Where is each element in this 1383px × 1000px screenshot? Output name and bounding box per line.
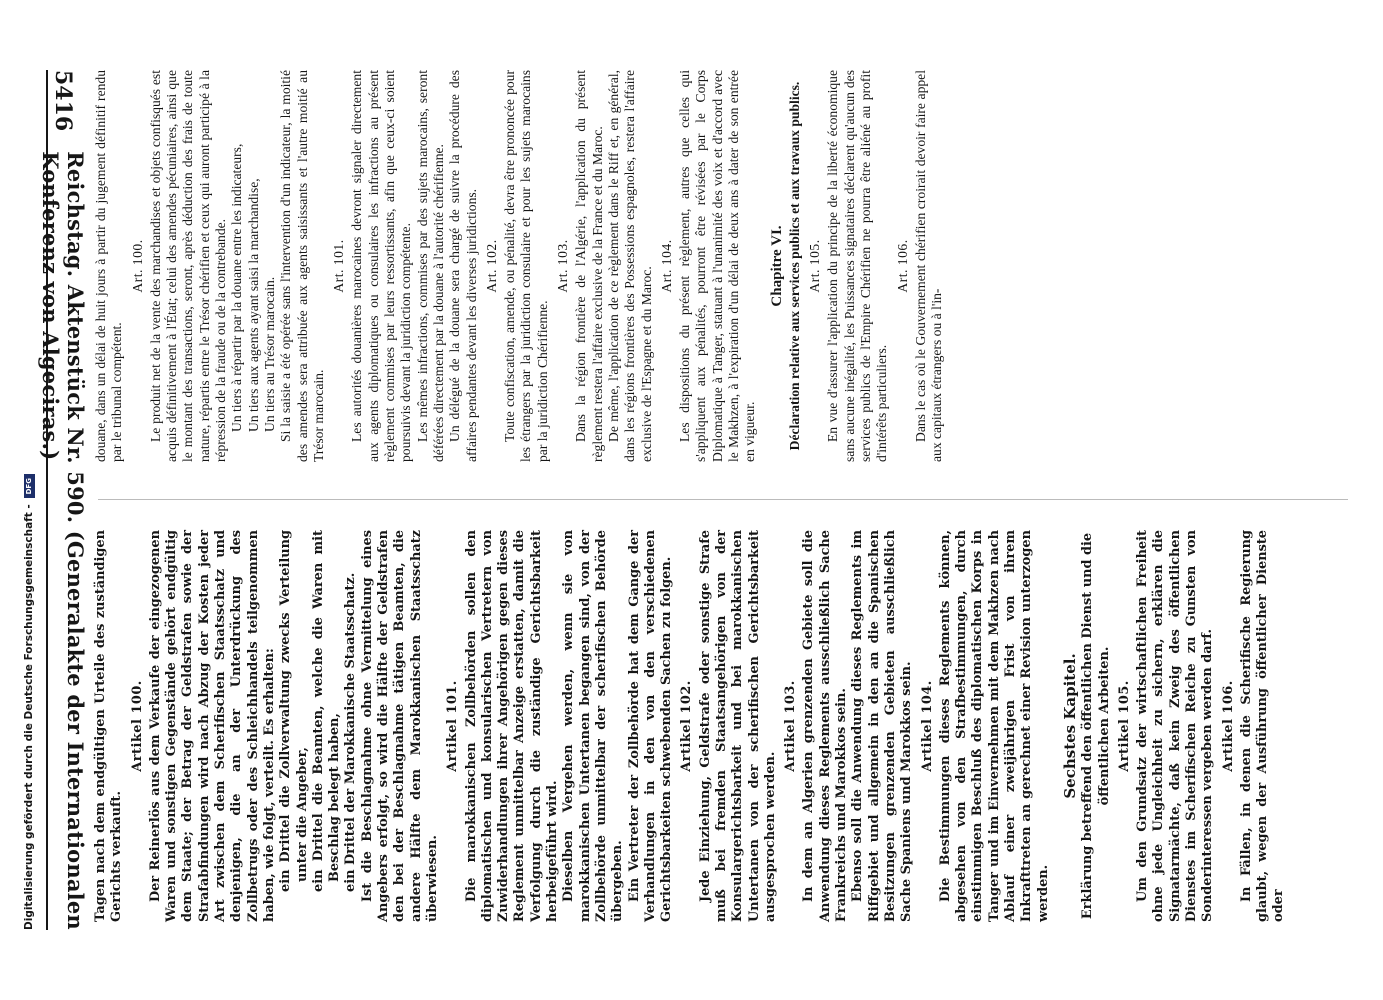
list-item: ein Drittel die Beamten, welche die Waren mit Beschlag belegt haben, — [310, 530, 343, 892]
french-column — [93, 70, 1363, 462]
article-heading: Artikel 104. — [919, 680, 935, 772]
footer-text: Digitalisierung gefördert durch die Deutsche Forschungsgemeinschaft - — [23, 504, 35, 930]
german-column — [93, 530, 1363, 922]
paragraph: Les dispositions du présent règlement, autres que celles qui s'appliquent aux pénalités, pourront être révisées par le Corps Diplomatique à Tanger, statuant à l'unanimité des voix et d'accord avec le Makhzen, à l'expiration d'un délai de deux ans à dater de son entrée en vigueur. — [677, 70, 758, 462]
paragraph: Les autorités douanières marocaines devront signaler directement aux agents diplomatiques ou consulaires les infractions au présent règlement commises par leurs ressortissants, afin que ceux-ci soient poursuivis devant la juridiction compétente. — [349, 70, 414, 462]
paragraph: In dem an Algerien grenzenden Gebiete soll die Anwendung dieses Reglements ausschließlich Sache Frankreichs und Marokkos sein. — [801, 530, 850, 922]
paragraph: Jede Einziehung, Geldstrafe oder sonstige Strafe muß bei fremden Staatsangehörigen von der Konsulargerichtsbarkeit und bei marokkanischen Untertanen von der scherifischen Gerichtsbarkeit ausgesprochen werden. — [697, 530, 778, 922]
list-item: Un tiers à répartir par la douane entre les indicateurs, — [229, 143, 245, 432]
page-number: 5416 — [50, 70, 76, 132]
article-heading: Artikel 100. — [129, 680, 145, 772]
paragraph: Ebenso soll die Anwendung dieses Reglements im Riffgebiet und allgemein in den an die Spanischen Besitzungen grenzenden Gebieten ausschließlich Sache Spaniens und Marokkos sein. — [850, 530, 915, 922]
paragraph: Dieselben Vergehen werden, wenn sie von marokkanischen Untertanen begangen sind, von der Zollbehörde unmittelbar der scherifischen Behörde übergeben. — [561, 530, 626, 922]
paragraph: En vue d'assurer l'application du principe de la liberté économique sans aucune inégalité, les Puissances signataires déclarent qu'aucun des services publics de l'Empire Chérifien ne pourra être aliéné au profit d'intérêts particuliers. — [825, 70, 890, 462]
list-item: Un tiers au Trésor marocain. — [261, 276, 277, 432]
column-divider — [98, 499, 1348, 500]
paragraph: Si la saisie a été opérée sans l'intervention d'un indicateur, la moitié des amendes sera attribuée aux agents saisissants et l'autre moitié au Trésor marocain. — [278, 70, 326, 462]
paragraph: Der Reinerlös aus dem Verkaufe der eingezogenen Waren und sonstigen Gegenstände gehört endgültig dem Staate; der Betrag der Geldstrafen sowie der Strafabfindungen wird nach Abzug der Kosten jeder Art zwischen dem Scherifischen Staatsschatz und denjenigen, die an der Unterdrückung des Zollbetrugs oder des Schleichhandels teilgenommen haben, wie folgt, verteilt. Es erhalten: — [147, 530, 277, 922]
running-title: Reichstag. Aktenstück Nr. 590. (Generalakte der Internationalen Konferenz von Algeciras.) — [38, 151, 88, 930]
article-heading: Art. 100. — [129, 239, 145, 293]
paragraph: Die marokkanischen Zollbehörden sollen den diplomatischen und konsularischen Vertretern von Zuwiderhandlungen ihrer Angehörigen gegen dieses Reglement unmittelbar Anzeige erstatten, damit die Verfolgung durch die zuständige Gerichtsbarkeit herbeigeführt wird. — [463, 530, 561, 922]
dfg-logo: DFG — [24, 474, 35, 498]
paragraph: Tagen nach dem endgültigen Urteile des zuständigen Gerichts verkauft. — [93, 530, 125, 922]
paragraph: Um den Grundsatz der wirtschaftlichen Freiheit ohne jede Ungleichheit zu sichern, erklären die Signatarmächte, daß kein Zweig des öffentlichen Dienstes im Scherifischen Reiche zu Gunsten von Sonderinteressen vergeben werden darf. — [1135, 530, 1216, 922]
article-heading: Artikel 102. — [679, 680, 695, 772]
article-heading: Art. 103. — [555, 239, 571, 293]
paragraph: Toute confiscation, amende, ou pénalité, devra être prononcée pour les étrangers par la juridiction consulaire et pour les sujets marocains par la juridiction Chérifienne. — [502, 70, 550, 462]
paragraph: Un délégué de la douane sera chargé de suivre la procédure des affaires pendantes devant les diverses juridictions. — [447, 70, 479, 462]
chapter-heading: Sechstes Kapitel. — [1060, 653, 1079, 799]
article-heading: Art. 106. — [894, 239, 910, 293]
paragraph: Dans la région frontière de l'Algérie, l'application du présent règlement restera l'affaire exclusive de la France et du Maroc. — [573, 70, 605, 462]
page-header — [38, 70, 88, 930]
paragraph: Dans le cas où le Gouvernement chérifien croirait devoir faire appel aux capitaux étrangers ou à l'in- — [912, 70, 945, 462]
paragraph: Die Bestimmungen dieses Reglements können, abgesehen von den Strafbestimmungen, durch einstimmigen Beschluß des diplomatischen Korps in Tanger und im Einvernehmen mit dem Makhzen nach Ablauf einer zweijährigen Frist von ihrem Inkrafttreten an gerechnet einer Revision unterzogen werden. — [937, 530, 1051, 922]
paragraph: douane, dans un délai de huit jours à partir du jugement définitif rendu par le tribunal compétent. — [93, 70, 125, 462]
paragraph: In Fällen, in denen die Scherifische Regierung glaubt, wegen der Ausführung öffentlicher Dienste oder — [1238, 530, 1287, 922]
paragraph: Ist die Beschlagnahme ohne Vermittelung eines Angebers erfolgt, so wird die Hälfte der Geldstrafen den bei der Beschlagnahme tätigen Beamten, die andere Hälfte dem Marokkanischen Staatsschatz überwiesen. — [359, 530, 440, 922]
digitization-footer — [20, 70, 38, 930]
article-heading: Art. 101. — [331, 239, 347, 293]
list-item: ein Drittel die Zollverwaltung zwecks Verteilung unter die Angeber, — [278, 530, 310, 892]
paragraph: Les mêmes infractions, commises par des sujets marocains, seront déférées directement par la douane à l'autorité chérifienne. — [414, 70, 446, 462]
paragraph: Ein Vertreter der Zollbehörde hat dem Gange der Verhandlungen in den von den verschiedenen Gerichtsbarkeiten schwebenden Sachen zu folgen. — [626, 530, 675, 922]
article-heading: Art. 102. — [483, 239, 499, 293]
chapter-title: Déclaration relative aux services publics et aux travaux publics. — [786, 81, 802, 451]
article-heading: Artikel 101. — [445, 680, 461, 772]
article-heading: Art. 104. — [658, 239, 674, 293]
paragraph: De même, l'application de ce règlement dans le Riff et, en général, dans les régions frontières des Possessions espagnoles, restera l'affaire exclusive de l'Espagne et du Maroc. — [605, 70, 654, 462]
chapter-heading: Chapitre VI. — [768, 225, 785, 307]
chapter-title: Erklärung betreffend den öffentlichen Dienst und die öffentlichen Arbeiten. — [1080, 532, 1112, 920]
list-item: ein Drittel der Marokkanische Staatsschatz. — [343, 572, 359, 892]
article-heading: Art. 105. — [807, 239, 823, 293]
article-heading: Artikel 103. — [783, 680, 799, 772]
article-heading: Artikel 105. — [1116, 680, 1132, 772]
paragraph: Le produit net de la vente des marchandises et objets confisqués est acquis définitivement à l'État; celui des amendes pécuniaires, ainsi que le montant des transactions, seront, après déduction des frais de toute nature, répartis entre le Trésor chérifien et ceux qui auront participé à la répression de la fraude ou de la contrebande. — [147, 70, 229, 462]
article-heading: Artikel 106. — [1220, 680, 1236, 772]
list-item: Un tiers aux agents ayant saisi la marchandise, — [245, 178, 261, 432]
